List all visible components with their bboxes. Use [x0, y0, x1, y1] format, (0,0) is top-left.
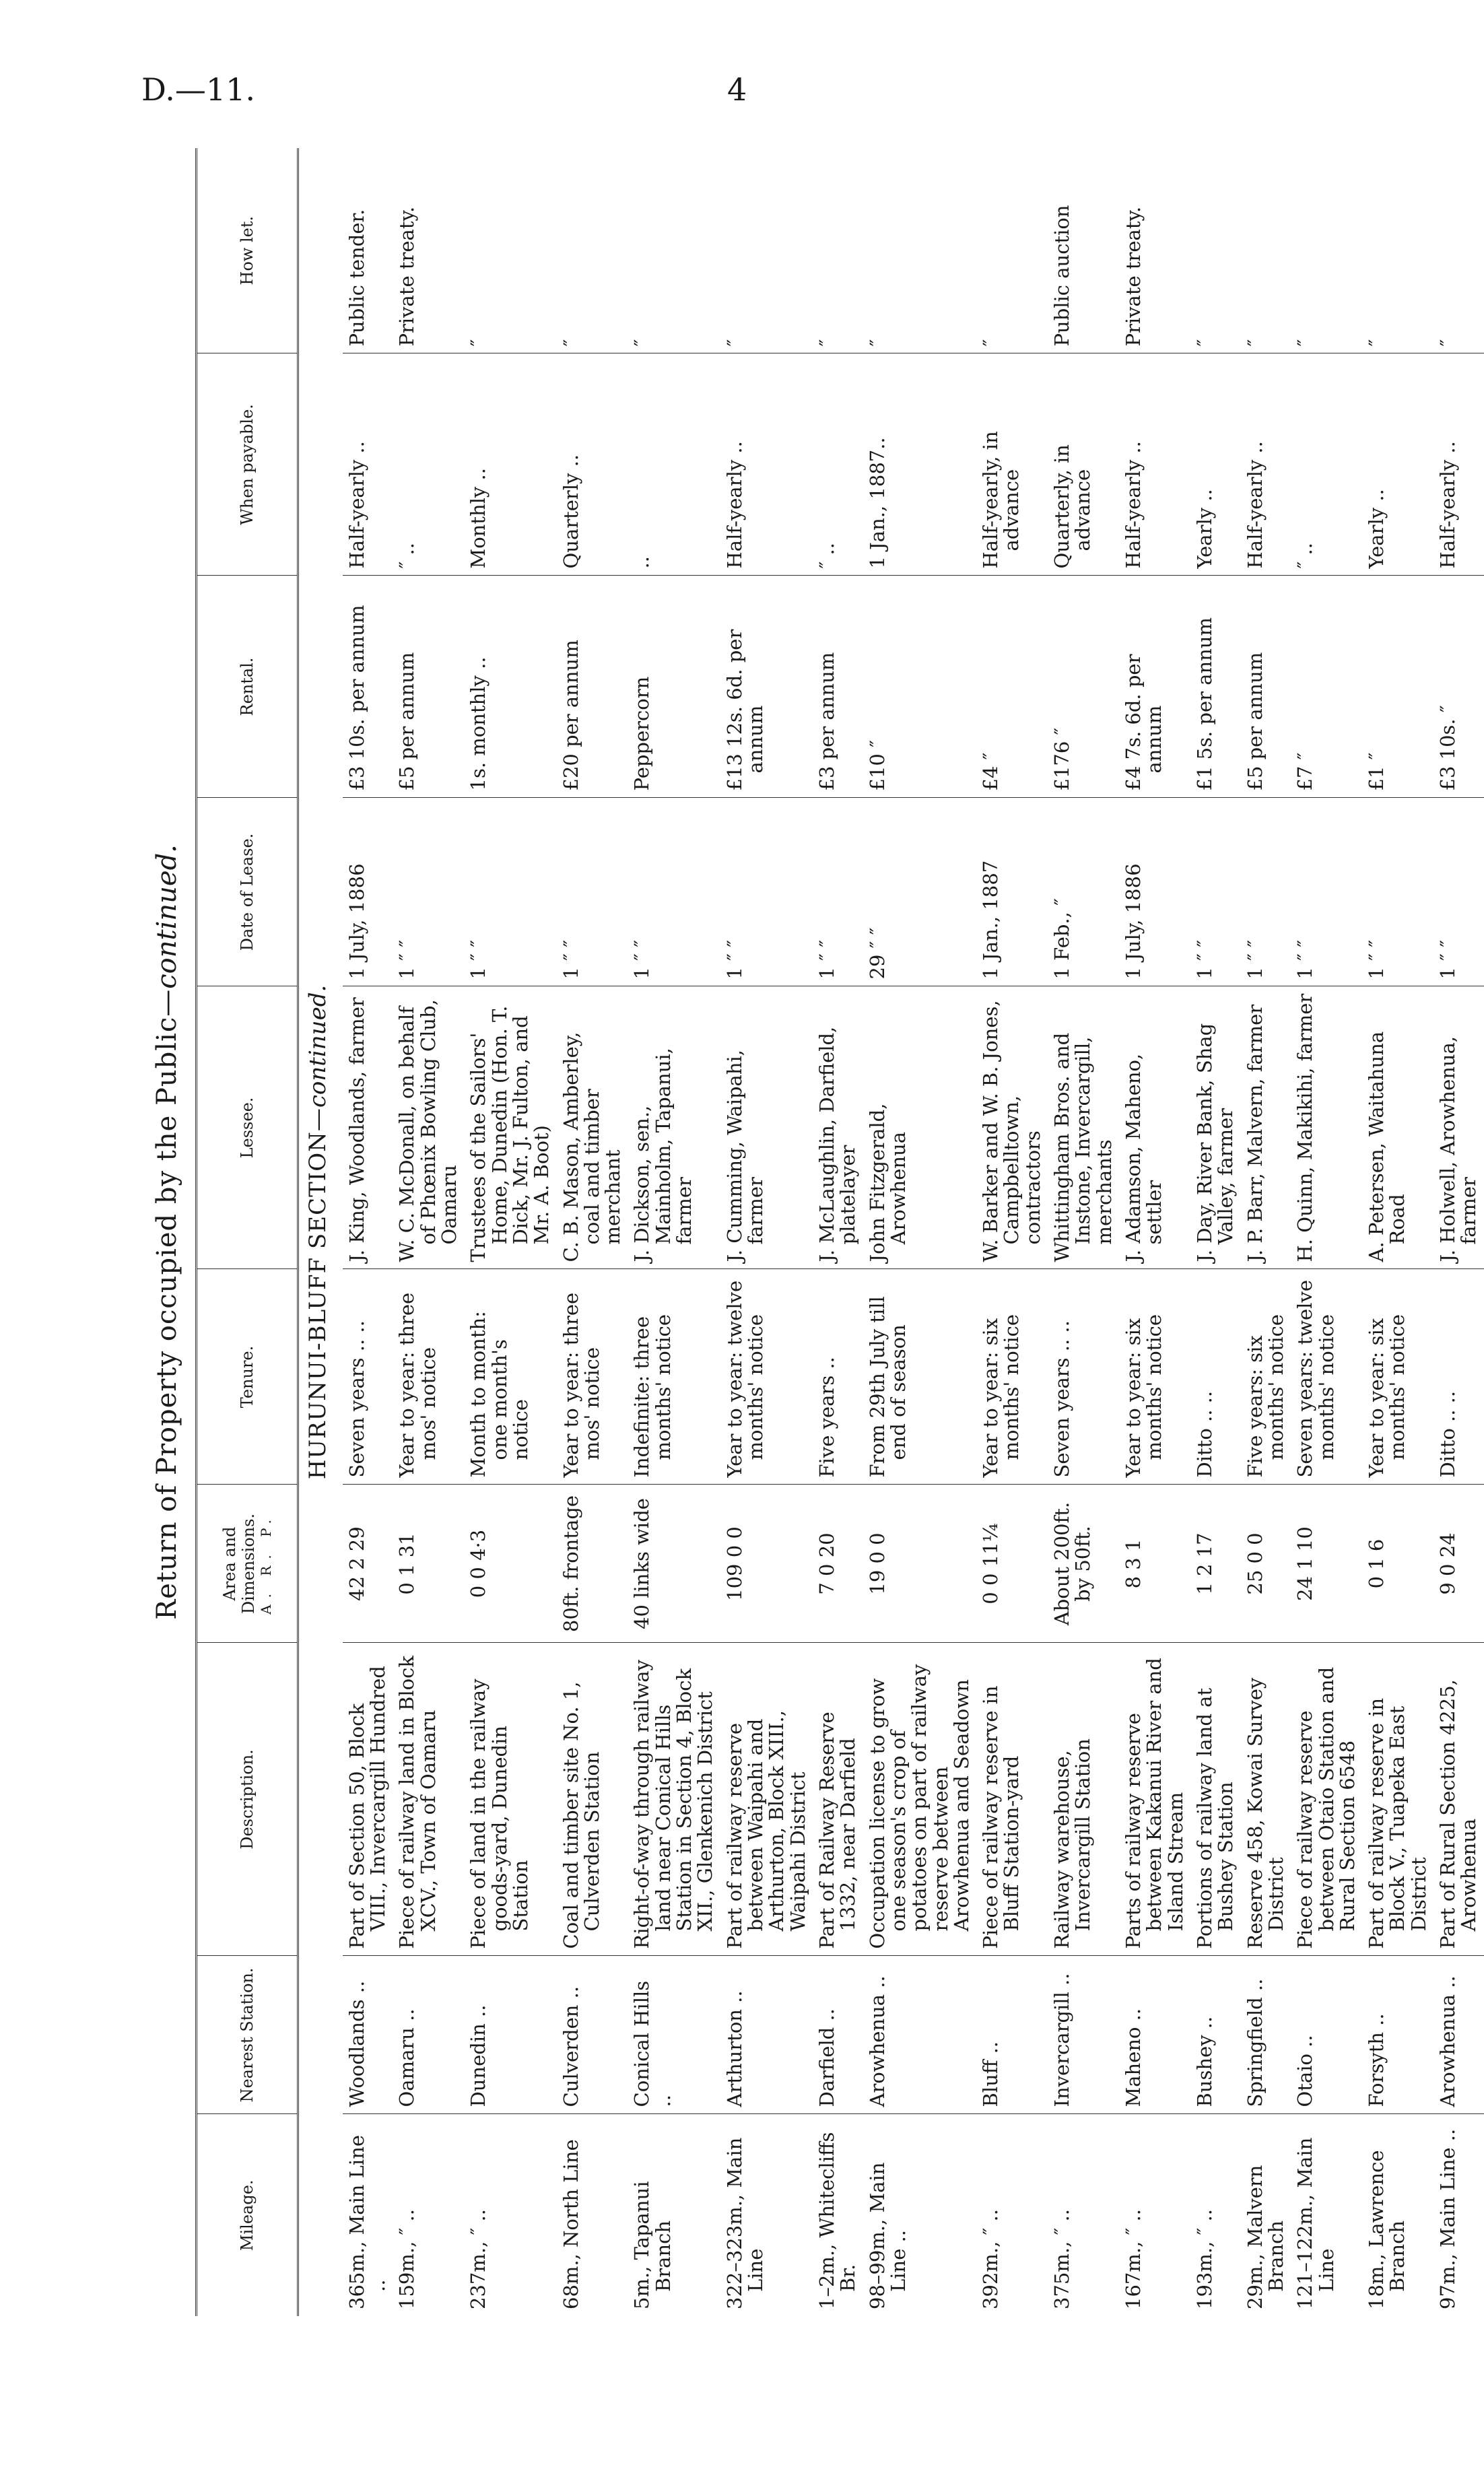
- rental-cell: £3 per annum: [813, 576, 863, 798]
- description-cell: Part of Rural Section 4225, Arowhenua: [1434, 1643, 1484, 1956]
- lessee-cell: Whittingham Bros. and Instone, Invercargill, merchants: [1048, 986, 1119, 1269]
- date-of-lease-cell: 1 ″ ″: [1362, 798, 1434, 986]
- how-let-cell: Private treaty.: [1122, 206, 1145, 347]
- station-cell: Invercargill ..: [1048, 1956, 1119, 2114]
- station-cell: Maheno ..: [1119, 1956, 1190, 2114]
- table-row: [1048, 148, 1119, 2316]
- station-cell: Arthurton ..: [720, 1956, 813, 2114]
- how-let-cell: Public auction: [1050, 205, 1074, 347]
- station-cell: Conical Hills ..: [628, 1956, 720, 2114]
- mileage-cell: 365m., Main Line ..: [343, 2114, 393, 2316]
- rental-cell: £4 7s. 6d. per annum: [1119, 576, 1190, 798]
- how-let-cell: Public tender.: [345, 209, 368, 347]
- when-payable-cell: Half-yearly ..: [1241, 353, 1291, 576]
- rotated-table-sheet: [145, 148, 1481, 2316]
- area-cell: 8 3 1: [1119, 1485, 1190, 1643]
- lessee-cell: W. C. McDonall, on behalf of Phœnix Bowling Club, Oamaru: [393, 986, 464, 1269]
- area-cell: 80ft. frontage: [557, 1485, 628, 1643]
- tenure-cell: Ditto .. ..: [1190, 1269, 1241, 1485]
- lessee-cell: J. Holwell, Arowhenua, farmer: [1434, 986, 1484, 1269]
- table-row: [976, 148, 1048, 2316]
- description-cell: Piece of railway reserve between Otaio Station and Rural Section 6548: [1291, 1643, 1362, 1956]
- rental-cell: £5 per annum: [1241, 576, 1291, 798]
- date-of-lease-cell: 1 ″ ″: [813, 798, 863, 986]
- how-let-cell: ″: [1365, 339, 1388, 347]
- tenure-cell: Five years ..: [813, 1269, 863, 1485]
- rental-cell: £5 per annum: [393, 576, 464, 798]
- mileage-cell: 193m., ″ ..: [1190, 2114, 1241, 2316]
- mileage-cell: 97m., Main Line ..: [1434, 2114, 1484, 2316]
- station-cell: Forsyth ..: [1362, 1956, 1434, 2114]
- table-body: [298, 148, 1484, 2316]
- lessee-cell: John Fitzgerald, Arowhenua: [863, 986, 977, 1269]
- tenure-cell: Five years: six months' notice: [1241, 1269, 1291, 1485]
- area-cell: 40 links wide: [628, 1485, 720, 1643]
- date-of-lease-cell: 1 ″ ″: [1190, 798, 1241, 986]
- station-cell: Darfield ..: [813, 1956, 863, 2114]
- when-payable-cell: Half-yearly ..: [343, 353, 393, 576]
- how-let-cell: ″: [1436, 339, 1460, 347]
- date-of-lease-cell: 1 ″ ″: [628, 798, 720, 986]
- rental-cell: £20 per annum: [557, 576, 628, 798]
- date-of-lease-cell: 1 ″ ″: [1291, 798, 1362, 986]
- description-cell: Part of railway reserve between Waipahi and Arthurton, Block XIII., Waipahi District: [720, 1643, 813, 1956]
- mileage-cell: 68m., North Line: [557, 2114, 628, 2316]
- description-cell: Right-of-way through railway land near Conical Hills Station in Section 4, Block XII., Glenkenich District: [628, 1643, 720, 1956]
- mileage-cell: 392m., ″ ..: [976, 2114, 1048, 2316]
- mileage-cell: 159m., ″ ..: [393, 2114, 464, 2316]
- when-payable-cell: ″ ..: [1291, 353, 1362, 576]
- mileage-cell: 167m., ″ ..: [1119, 2114, 1190, 2316]
- property-return-table: [195, 148, 1484, 2316]
- table-row: [464, 148, 556, 2316]
- rental-cell: 1s. monthly ..: [464, 576, 556, 798]
- date-of-lease-cell: 1 July, 1886: [343, 798, 393, 986]
- when-payable-cell: Half-yearly, in advance: [976, 353, 1048, 576]
- table-header-row: [197, 148, 298, 2316]
- section-name: HURUNUI-BLUFF SECTION—: [304, 1108, 331, 1480]
- description-cell: Part of Railway Reserve 1332, near Darfield: [813, 1643, 863, 1956]
- mileage-cell: 18m., Lawrence Branch: [1362, 2114, 1434, 2316]
- how-let-cell: ″: [1192, 339, 1216, 347]
- how-let-cell: ″: [865, 339, 889, 347]
- mileage-cell: 322–323m., Main Line: [720, 2114, 813, 2316]
- table-row: [1190, 148, 1241, 2316]
- area-cell: 0 0 11¼: [976, 1485, 1048, 1643]
- area-cell: About 200ft. by 50ft.: [1048, 1485, 1119, 1643]
- when-payable-cell: Half-yearly ..: [720, 353, 813, 576]
- tenure-cell: Seven years .. ..: [1048, 1269, 1119, 1485]
- how-let-cell: ″: [722, 339, 746, 347]
- mileage-cell: 237m., ″ ..: [464, 2114, 556, 2316]
- date-of-lease-cell: 1 ″ ″: [1241, 798, 1291, 986]
- tenure-cell: Month to month: one month's notice: [464, 1269, 556, 1485]
- tenure-cell: Year to year: twelve months' notice: [720, 1269, 813, 1485]
- when-payable-cell: Quarterly ..: [557, 353, 628, 576]
- description-cell: Part of Section 50, Block VIII., Invercargill Hundred: [343, 1643, 393, 1956]
- station-cell: Culverden ..: [557, 1956, 628, 2114]
- lessee-cell: H. Quinn, Makikihi, farmer: [1291, 986, 1362, 1269]
- rental-cell: £1 ″: [1362, 576, 1434, 798]
- section-continued: continued.: [304, 984, 331, 1108]
- when-payable-cell: Monthly ..: [464, 353, 556, 576]
- area-cell: 109 0 0: [720, 1485, 813, 1643]
- date-of-lease-cell: 1 ″ ″: [720, 798, 813, 986]
- how-let-cell: ″: [467, 339, 490, 347]
- description-cell: Railway warehouse, Invercargill Station: [1048, 1643, 1119, 1956]
- column-header: Area and Dimensions. A. R. P.: [197, 1485, 298, 1643]
- date-of-lease-cell: 1 Jan., 1887: [976, 798, 1048, 986]
- lessee-cell: J. Day, River Bank, Shag Valley, farmer: [1190, 986, 1241, 1269]
- mileage-cell: 29m., Malvern Branch: [1241, 2114, 1291, 2316]
- page-number: 4: [727, 71, 747, 108]
- when-payable-cell: Half-yearly ..: [1119, 353, 1190, 576]
- station-cell: Arowhenua ..: [863, 1956, 977, 2114]
- rental-cell: £4 ″: [976, 576, 1048, 798]
- tenure-cell: From 29th July till end of season: [863, 1269, 977, 1485]
- table-title-main: Return of Property occupied by the Public—: [151, 988, 182, 1620]
- column-header: Nearest Station.: [197, 1956, 298, 2114]
- section-heading: [298, 148, 343, 2316]
- date-of-lease-cell: 1 ″ ″: [393, 798, 464, 986]
- mileage-cell: 1–2m., Whitecliffs Br.: [813, 2114, 863, 2316]
- date-of-lease-cell: 1 ″ ″: [1434, 798, 1484, 986]
- table-row: [813, 148, 863, 2316]
- table-row: [1119, 148, 1190, 2316]
- description-cell: Piece of railway reserve in Bluff Station-yard: [976, 1643, 1048, 1956]
- when-payable-cell: Yearly ..: [1362, 353, 1434, 576]
- area-cell: 19 0 0: [863, 1485, 977, 1643]
- rental-cell: £3 10s. ″: [1434, 576, 1484, 798]
- when-payable-cell: ″ ..: [813, 353, 863, 576]
- column-header: Lessee.: [197, 986, 298, 1269]
- area-units-label: A. R. P.: [258, 1513, 274, 1615]
- how-let-cell: ″: [1293, 339, 1317, 347]
- tenure-cell: Ditto .. ..: [1434, 1269, 1484, 1485]
- column-header: Rental.: [197, 576, 298, 798]
- how-let-cell: ″: [815, 339, 838, 347]
- station-cell: Otaio ..: [1291, 1956, 1362, 2114]
- mileage-cell: 5m., Tapanui Branch: [628, 2114, 720, 2316]
- tenure-cell: Year to year: six months' notice: [1362, 1269, 1434, 1485]
- how-let-cell: ″: [1243, 339, 1267, 347]
- description-cell: Occupation license to grow one season's crop of potatoes on part of railway reserve between Arowhenua and Seadown: [863, 1643, 977, 1956]
- when-payable-cell: Half-yearly ..: [1434, 353, 1484, 576]
- station-cell: Bushey ..: [1190, 1956, 1241, 2114]
- date-of-lease-cell: 1 ″ ″: [557, 798, 628, 986]
- table-row: [1434, 148, 1484, 2316]
- when-payable-cell: 1 Jan., 1887..: [863, 353, 977, 576]
- column-header: Tenure.: [197, 1269, 298, 1485]
- lessee-cell: W. Barker and W. B. Jones, Campbelltown, contractors: [976, 986, 1048, 1269]
- table-row: [557, 148, 628, 2316]
- rental-cell: £7 ″: [1291, 576, 1362, 798]
- tenure-cell: Year to year: three mos' notice: [557, 1269, 628, 1485]
- date-of-lease-cell: 1 ″ ″: [464, 798, 556, 986]
- tenure-cell: Seven years: twelve months' notice: [1291, 1269, 1362, 1485]
- table-row: [1291, 148, 1362, 2316]
- area-cell: 0 0 4·3: [464, 1485, 556, 1643]
- when-payable-cell: ..: [628, 353, 720, 576]
- description-cell: Reserve 458, Kowai Survey District: [1241, 1643, 1291, 1956]
- table-row: [720, 148, 813, 2316]
- area-cell: 9 0 24: [1434, 1485, 1484, 1643]
- when-payable-cell: ″ ..: [393, 353, 464, 576]
- mileage-cell: 121–122m., Main Line: [1291, 2114, 1362, 2316]
- date-of-lease-cell: 1 Feb., ″: [1048, 798, 1119, 986]
- lessee-cell: A. Petersen, Waitahuna Road: [1362, 986, 1434, 1269]
- rental-cell: £1 5s. per annum: [1190, 576, 1241, 798]
- how-let-cell: Private treaty.: [395, 206, 419, 347]
- tenure-cell: Year to year: three mos' notice: [393, 1269, 464, 1485]
- column-header: Mileage.: [197, 2114, 298, 2316]
- table-title-continued: continued.: [151, 844, 182, 989]
- rental-cell: £3 10s. per annum: [343, 576, 393, 798]
- lessee-cell: J. King, Woodlands, farmer: [343, 986, 393, 1269]
- column-header: Description.: [197, 1643, 298, 1956]
- table-row: [863, 148, 977, 2316]
- area-cell: 42 2 29: [343, 1485, 393, 1643]
- mileage-cell: 98–99m., Main Line ..: [863, 2114, 977, 2316]
- area-cell: 1 2 17: [1190, 1485, 1241, 1643]
- table-row: [628, 148, 720, 2316]
- column-header: When payable.: [197, 353, 298, 576]
- how-let-cell: ″: [630, 339, 654, 347]
- station-cell: Dunedin ..: [464, 1956, 556, 2114]
- table-row: [343, 148, 393, 2316]
- station-cell: Bluff ..: [976, 1956, 1048, 2114]
- table-row: [393, 148, 464, 2316]
- column-header: Date of Lease.: [197, 798, 298, 986]
- how-let-cell: ″: [979, 339, 1003, 347]
- tenure-cell: Year to year: six months' notice: [976, 1269, 1048, 1485]
- station-cell: Arowhenua ..: [1434, 1956, 1484, 2114]
- tenure-cell: Year to year: six months' notice: [1119, 1269, 1190, 1485]
- description-cell: Parts of railway reserve between Kakanui River and Island Stream: [1119, 1643, 1190, 1956]
- tenure-cell: Indefinite: three months' notice: [628, 1269, 720, 1485]
- rental-cell: £10 ″: [863, 576, 977, 798]
- lessee-cell: J. Dickson, sen., Mainholm, Tapanui, farmer: [628, 986, 720, 1269]
- description-cell: Portions of railway land at Bushey Station: [1190, 1643, 1241, 1956]
- description-cell: Piece of land in the railway goods-yard, Dunedin Station: [464, 1643, 556, 1956]
- column-header: How let.: [197, 148, 298, 353]
- how-let-cell: ″: [559, 339, 582, 347]
- lessee-cell: J. Cumming, Waipahi, farmer: [720, 986, 813, 1269]
- table-row: [1241, 148, 1291, 2316]
- table-row: [1362, 148, 1434, 2316]
- area-cell: 25 0 0: [1241, 1485, 1291, 1643]
- station-cell: Oamaru ..: [393, 1956, 464, 2114]
- area-cell: 0 1 31: [393, 1485, 464, 1643]
- rental-cell: Peppercorn: [628, 576, 720, 798]
- date-of-lease-cell: 1 July, 1886: [1119, 798, 1190, 986]
- area-cell: 24 1 10: [1291, 1485, 1362, 1643]
- lessee-cell: Trustees of the Sailors' Home, Dunedin (Hon. T. Dick, Mr. J. Fulton, and Mr. A. Boot): [464, 986, 556, 1269]
- lessee-cell: C. B. Mason, Amberley, coal and timber merchant: [557, 986, 628, 1269]
- lessee-cell: J. McLaughlin, Darfield, platelayer: [813, 986, 863, 1269]
- lessee-cell: J. Adamson, Maheno, settler: [1119, 986, 1190, 1269]
- area-cell: 7 0 20: [813, 1485, 863, 1643]
- section-heading-row: [298, 148, 343, 2316]
- station-cell: Springfield ..: [1241, 1956, 1291, 2114]
- area-cell: 0 1 6: [1362, 1485, 1434, 1643]
- when-payable-cell: Quarterly, in advance: [1048, 353, 1119, 576]
- page-identifier: D.—11.: [141, 71, 256, 108]
- table-title: [151, 148, 182, 2316]
- rental-cell: £176 ″: [1048, 576, 1119, 798]
- description-cell: Piece of railway land in Block XCV., Town of Oamaru: [393, 1643, 464, 1956]
- tenure-cell: Seven years .. ..: [343, 1269, 393, 1485]
- rental-cell: £13 12s. 6d. per annum: [720, 576, 813, 798]
- date-of-lease-cell: 29 ″ ″: [863, 798, 977, 986]
- station-cell: Woodlands ..: [343, 1956, 393, 2114]
- when-payable-cell: Yearly ..: [1190, 353, 1241, 576]
- description-cell: Coal and timber site No. 1, Culverden Station: [557, 1643, 628, 1956]
- description-cell: Part of railway reserve in Block V., Tuapeka East District: [1362, 1643, 1434, 1956]
- lessee-cell: J. P. Barr, Malvern, farmer: [1241, 986, 1291, 1269]
- mileage-cell: 375m., ″ ..: [1048, 2114, 1119, 2316]
